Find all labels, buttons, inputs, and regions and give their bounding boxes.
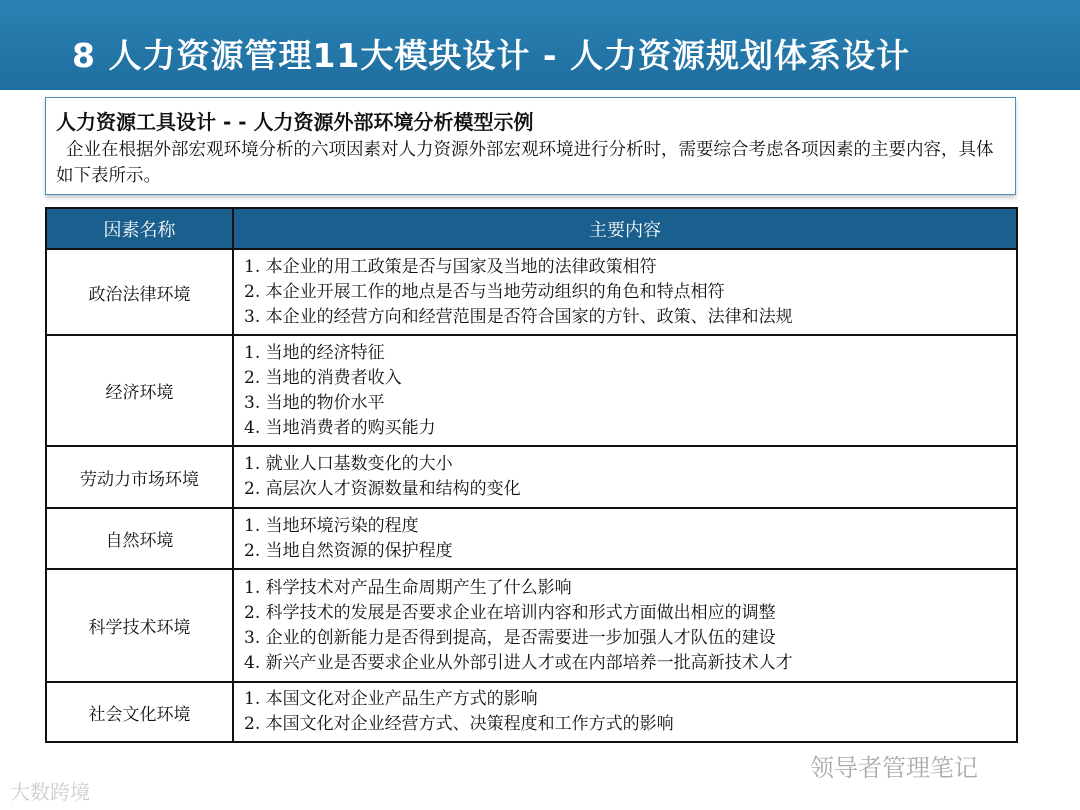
content-item: 2. 高层次人才资源数量和结构的变化 [244,479,521,499]
content-item: 3. 当地的物价水平 [244,392,385,413]
table-row [46,508,1017,569]
content-item: 4. 新兴产业是否要求企业从外部引进人才或在内部培养一批高新技术人才 [244,652,793,673]
content-item: 2. 当地的消费者收入 [244,367,402,388]
content-item: 1. 就业人口基数变化的大小 [244,454,453,474]
content-item: 1. 当地环境污染的程度 [244,515,419,536]
content-cell [233,335,1017,446]
intro-heading: 人力资源工具设计 - - 人力资源外部环境分析模型示例 [56,110,534,134]
factor-name: 劳动力市场环境 [46,446,233,508]
content-item: 4. 当地消费者的购买能力 [244,417,436,438]
table-row [46,682,1017,742]
content-cell [233,249,1017,335]
title-bar [0,0,1080,90]
content-cell [233,569,1017,682]
factor-name: 政治法律环境 [46,249,233,335]
content-item: 2. 科学技术的发展是否要求企业在培训内容和形式方面做出相应的调整 [244,602,776,623]
factor-name: 自然环境 [46,508,233,569]
factor-name: 社会文化环境 [46,682,233,742]
watermark-brand: 大数跨境 [10,780,90,804]
content-item: 3. 企业的创新能力是否得到提高，是否需要进一步加强人才队伍的建设 [244,627,776,648]
header-factor: 因素名称 [46,208,233,249]
factor-name: 经济环境 [46,335,233,446]
table-row [46,569,1017,682]
header-content: 主要内容 [233,208,1017,249]
content-item: 2. 本企业开展工作的地点是否与当地劳动组织的角色和特点相符 [244,281,725,302]
content-cell [233,508,1017,569]
content-item: 1. 当地的经济特征 [244,342,385,363]
table-row [46,335,1017,446]
intro-box [45,97,1016,195]
content-item: 1. 本国文化对企业产品生产方式的影响 [244,689,538,709]
factor-name: 科学技术环境 [46,569,233,682]
content-item: 3. 本企业的经营方向和经营范围是否符合国家的方针、政策、法律和法规 [244,306,793,327]
intro-text: 企业在根据外部宏观环境分析的六项因素对人力资源外部宏观环境进行分析时，需要综合考虑各项因素的主要内容，具体如下表所示。 [56,140,994,186]
content-cell [233,682,1017,742]
content-item: 2. 本国文化对企业经营方式、决策程度和工作方式的影响 [244,714,674,734]
page-title: 8 人力资源管理11大模块设计 - 人力资源规划体系设计 [72,36,911,75]
content-item: 2. 当地自然资源的保护程度 [244,540,453,561]
content-cell [233,446,1017,508]
factor-table [45,207,1018,743]
content-item: 1. 本企业的用工政策是否与国家及当地的法律政策相符 [244,256,657,277]
table-row [46,446,1017,508]
content-item: 1. 科学技术对产品生命周期产生了什么影响 [244,577,572,598]
table-row [46,249,1017,335]
watermark-wechat: 领导者管理笔记 [810,754,978,782]
